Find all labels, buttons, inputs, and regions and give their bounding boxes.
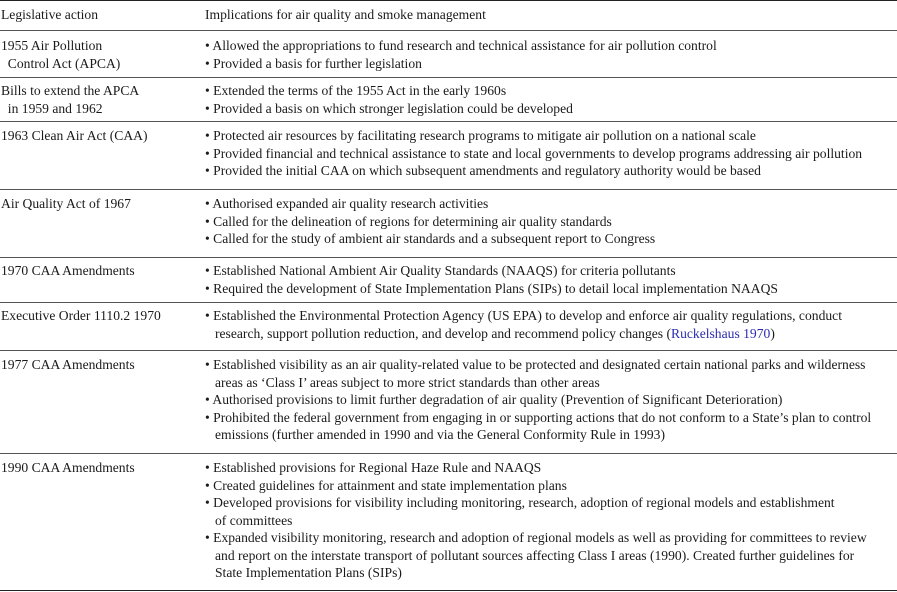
bullet-item: • Provided a basis for further legislation [205,55,422,71]
bullet-item: • Protected air resources by facilitating research programs to mitigate air pollution on a national scale [205,128,756,143]
bullet-item: • Established the Environmental Protection Agency (US EPA) to develop and enforce air quality regulations, conduct [205,308,842,323]
bullet-continuation: State Implementation Plans (SIPs) [215,565,402,580]
bullet-item: • Called for the delineation of regions for determining air quality standards [205,213,612,229]
bullet-item: • Authorised expanded air quality research activities [205,196,489,211]
legislative-action-text: Bills to extend the APCA [1,83,140,98]
citation-close: ) [770,325,775,341]
legislative-action-text: 1990 CAA Amendments [1,460,135,475]
bullet-continuation: of committees [215,512,293,528]
row-separator [0,77,897,78]
bullet-item: • Called for the study of ambient air standards and a subsequent report to Congress [205,231,656,246]
legislative-action-text: 1977 CAA Amendments [1,357,135,372]
bullet-item: • Provided the initial CAA on which subsequent amendments and regulatory authority would be based [205,163,761,178]
row-separator [0,189,897,190]
citation-link[interactable]: Ruckelshaus 1970 [671,325,771,341]
row-separator [0,257,897,258]
legislative-action-text: 1963 Clean Air Act (CAA) [1,128,148,143]
legislative-action-text: in 1959 and 1962 [1,100,103,116]
legislative-action-text: Executive Order 1110.2 1970 [1,308,161,323]
row-separator [0,350,897,351]
row-separator [0,453,897,454]
legislative-action-text: Control Act (APCA) [1,55,121,71]
legislative-action-text: Air Quality Act of 1967 [1,196,131,211]
bullet-item: • Authorised provisions to limit further degradation of air quality (Prevention of Significant Deterioration) [205,392,783,407]
bullet-continuation: emissions (further amended in 1990 and via the General Conformity Rule in 1993) [215,427,666,442]
bottom-rule [0,590,897,591]
bullet-continuation: areas as ‘Class I’ areas subject to more strict standards than other areas [215,374,600,390]
bullet-item: • Allowed the appropriations to fund research and technical assistance for air pollution control [205,38,717,53]
bullet-item: • Provided financial and technical assistance to state and local governments to develop programs addressing air pollution [205,145,863,161]
bullet-item: • Developed provisions for visibility including monitoring, research, adoption of regional models and establishment [205,495,835,510]
bullet-item: • Provided a basis on which stronger legislation could be developed [205,100,573,116]
header-implications: Implications for air quality and smoke management [205,7,486,22]
row-separator [0,302,897,303]
bullet-item: • Required the development of State Implementation Plans (SIPs) to detail local implementation NAAQS [205,280,778,296]
bullet-item: • Established visibility as an air quality-related value to be protected and designated certain national parks and wilderness [205,357,866,372]
bullet-item: • Established provisions for Regional Haze Rule and NAAQS [205,460,542,475]
legislative-action-text: 1970 CAA Amendments [1,263,135,278]
bullet-item: • Created guidelines for attainment and state implementation plans [205,477,567,493]
header-legislative-action: Legislative action [1,7,99,22]
legislative-action-text: 1955 Air Pollution [1,38,103,53]
bullet-item: • Established National Ambient Air Quality Standards (NAAQS) for criteria pollutants [205,263,676,278]
bullet-continuation: research, support pollution reduction, and develop and recommend policy changes (Ruckelshaus 1970) [215,325,775,341]
bullet-continuation: and report on the interstate transport of pollutant sources affecting Class I areas (1990). Created further guidelines for [215,547,855,563]
bullet-item: • Expanded visibility monitoring, research and adoption of regional models as well as providing for committees to review [205,530,867,545]
row-separator [0,121,897,122]
top-rule [0,0,897,1]
header-rule [0,30,897,31]
bullet-item: • Extended the terms of the 1955 Act in the early 1960s [205,83,507,98]
bullet-item: • Prohibited the federal government from engaging in or supporting actions that do not conform to a State’s plan to control [205,409,872,425]
